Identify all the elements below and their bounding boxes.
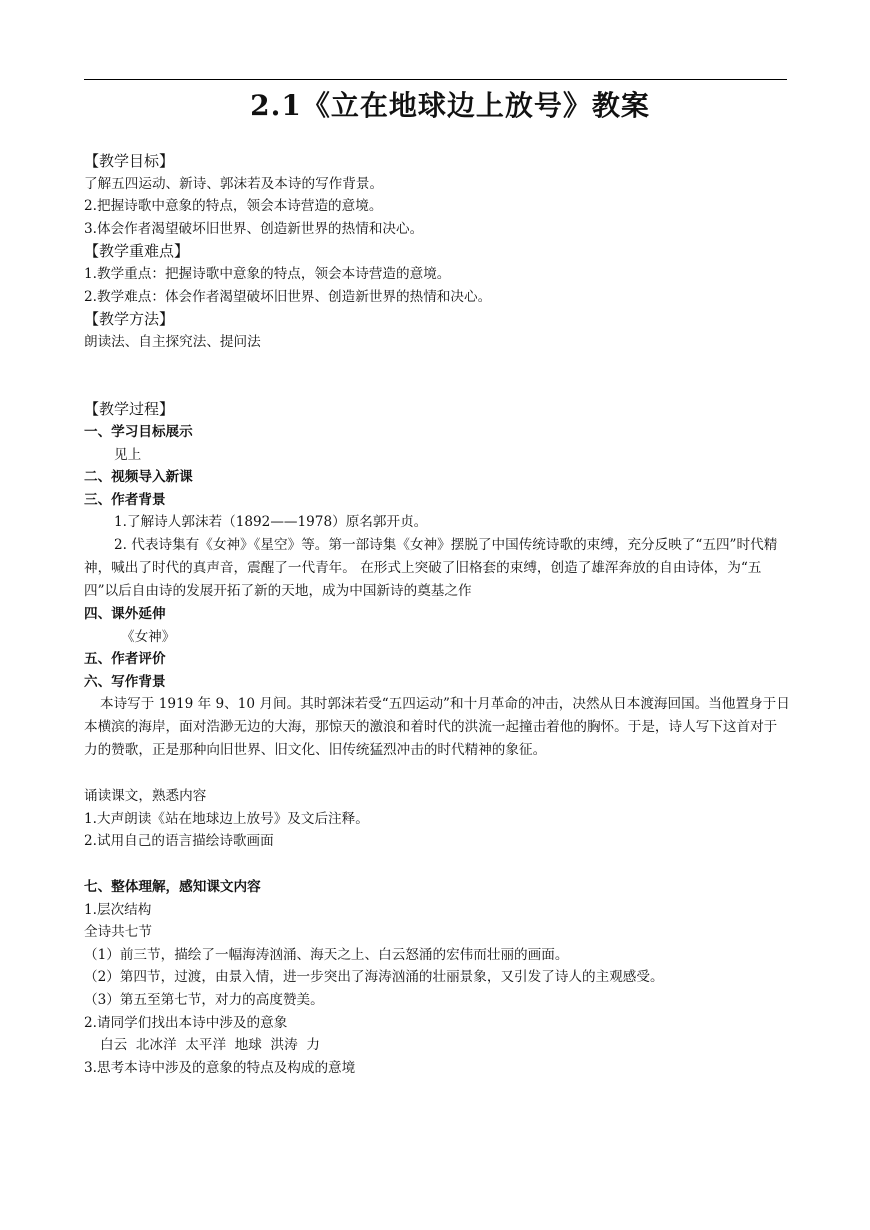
header-rule — [84, 79, 787, 80]
goals-header: 【教学目标】 — [84, 152, 175, 170]
section-text: （3）第五至第七节，对力的高度赞美。 — [84, 992, 324, 1009]
recite-line: 2.试用自己的语言描绘诗歌画面 — [84, 833, 274, 850]
section-title: 七、整体理解，感知课文内容 — [84, 879, 261, 896]
section-text: 全诗共七节 — [84, 924, 152, 941]
section-text: 《女神》 — [121, 628, 176, 645]
goal-line: 3.体会作者渴望破坏旧世界、创造新世界的热情和决心。 — [84, 220, 424, 237]
document-body — [84, 150, 790, 1079]
section-paragraph — [84, 534, 790, 603]
section-title: 五、作者评价 — [84, 651, 166, 668]
section-text: 2.请同学们找出本诗中涉及的意象 — [84, 1014, 288, 1031]
key-header: 【教学重难点】 — [84, 242, 190, 261]
section-text: 1.层次结构 — [84, 901, 152, 918]
section-text: （2）第四节，过渡，由景入情，进一步突出了海涛汹涌的壮丽景象，又引发了诗人的主观感受。 — [84, 969, 664, 986]
section-title: 二、视频导入新课 — [84, 469, 193, 486]
goal-line: 2.把握诗歌中意象的特点，领会本诗营造的意境。 — [84, 198, 383, 215]
section-paragraph-text: 2. 代表诗集有《女神》《星空》等。第一部诗集《女神》摆脱了中国传统诗歌的束缚，充分反映了“五四”时代精神，喊出了时代的真声音，震醒了一代青年。 在形式上突破了旧格套的束缚，创造了雄浑奔放的自由诗体，为“五四”以后自由诗的发展开拓了新的天地，成为中国新诗的奠基之作 — [84, 536, 778, 599]
section-paragraph-text: 本诗写于 1919 年 9、10 月间。其时郭沫若受“五四运动”和十月革命的冲击，决然从日本渡海回国。当他置身于日本横滨的海岸，面对浩渺无边的大海，那惊天的激浪和着时代的洪流一起撞击着他的胸怀。于是，诗人写下这首对于力的赞歌，正是那种向旧世界、旧文化、旧传统猛烈冲击的时代精神的象征。 — [84, 696, 790, 759]
method-line: 朗读法、自主探究法、提问法 — [84, 333, 261, 350]
key-line: 2.教学难点：体会作者渴望破坏旧世界、创造新世界的热情和决心。 — [84, 288, 492, 305]
image-list: 白云 北冰洋 太平洋 地球 洪涛 力 — [100, 1037, 320, 1054]
recite-title: 诵读课文，熟悉内容 — [84, 788, 207, 805]
section-title: 三、作者背景 — [84, 491, 166, 508]
key-line: 1.教学重点：把握诗歌中意象的特点，领会本诗营造的意境。 — [84, 265, 451, 282]
section-title: 六、写作背景 — [84, 673, 166, 690]
section-paragraph — [84, 693, 790, 762]
section-title: 一、学习目标展示 — [84, 423, 193, 440]
section-text: 见上 — [114, 446, 142, 463]
section-title: 四、课外延伸 — [84, 605, 166, 622]
section-text: （1）前三节，描绘了一幅海涛汹涌、海天之上、白云怒涌的宏伟而壮丽的画面。 — [84, 946, 569, 963]
process-header: 【教学过程】 — [84, 400, 175, 419]
recite-line: 1.大声朗读《站在地球边上放号》及文后注释。 — [84, 810, 369, 827]
section-text: 3.思考本诗中涉及的意象的特点及构成的意境 — [84, 1059, 356, 1076]
goal-line: 了解五四运动、新诗、郭沫若及本诗的写作背景。 — [84, 175, 384, 192]
section-text: 1.了解诗人郭沫若（1892——1978）原名郭开贞。 — [114, 514, 428, 531]
method-header: 【教学方法】 — [84, 310, 175, 329]
page-title: 2.1《立在地球边上放号》教案 — [250, 89, 650, 122]
